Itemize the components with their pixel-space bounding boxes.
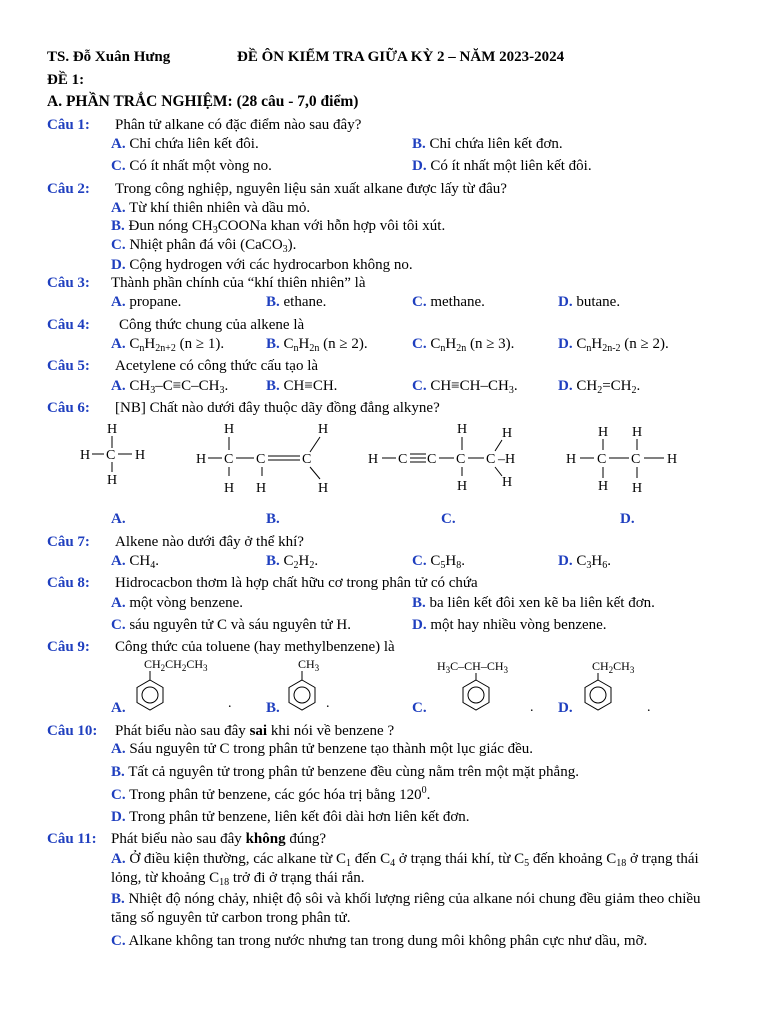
question-text: Alkene nào dưới đây ở thể khí? (115, 534, 304, 550)
document-title: ĐỀ ÔN KIỂM TRA GIỮA KỲ 2 – NĂM 2023-2024 (237, 49, 565, 65)
option-d: D. $C_nH_{2n-2}$ (n ≥ 2). (558, 336, 669, 354)
svg-text:H: H (457, 422, 468, 437)
svg-text:C: C (398, 452, 408, 467)
option-c: C. $CH\equiv CH-CH_3$. (412, 378, 518, 396)
svg-text:C: C (224, 452, 234, 467)
svg-text:C: C (631, 452, 641, 467)
svg-text:H: H (632, 481, 643, 496)
option-d: D. $C_3H_6$. (558, 553, 611, 571)
svg-text:H: H (566, 452, 577, 467)
svg-text:.: . (647, 700, 651, 715)
svg-text:.: . (228, 696, 232, 711)
section-title: A. PHẦN TRẮC NGHIỆM: (28 câu - 7,0 điểm) (47, 93, 359, 110)
question-label: Câu 6: (47, 400, 90, 416)
option-c: C. $C_5H_8$. (412, 553, 465, 571)
option-b: B. Chỉ chứa liên kết đơn. (412, 136, 563, 152)
question-label: Câu 5: (47, 358, 90, 374)
question-label: Câu 4: (47, 317, 90, 333)
option-d: D. $CH_2=CH_2$. (558, 378, 641, 396)
option-d: D. butane. (558, 294, 621, 310)
svg-text:CH2CH3: $CH_2CH_3$ (592, 659, 635, 675)
svg-text:H3C–CH–CH3: $H_3C-CH-CH_3$ (437, 659, 509, 675)
structure-a-methane (80, 422, 145, 488)
question-label: Câu 1: (47, 117, 90, 133)
option-a: A. (111, 511, 126, 527)
question-label: Câu 10: (47, 723, 98, 739)
structure-d-ethane (566, 425, 677, 496)
exam-label: ĐỀ 1: (47, 72, 85, 88)
structure-c-cumene (437, 659, 534, 715)
option-b: B. ethane. (266, 294, 327, 310)
svg-text:H: H (502, 426, 513, 441)
svg-text:H: H (224, 422, 235, 437)
option-b: B. (266, 700, 280, 716)
option-a: A. Chỉ chứa liên kết đôi. (111, 136, 259, 152)
svg-text:H: H (80, 448, 91, 463)
svg-text:C: C (256, 452, 266, 467)
svg-text:H: H (318, 422, 329, 437)
svg-text:C: C (486, 452, 496, 467)
svg-text:C: C (597, 452, 607, 467)
svg-text:H: H (224, 481, 235, 496)
svg-text:CH3: $CH_3$ (298, 657, 320, 673)
option-a: A. $CH_4$. (111, 553, 159, 571)
option-b: B. $C_nH_{2n}$ (n ≥ 2). (266, 336, 368, 354)
svg-text:.: . (326, 696, 330, 711)
structure-d-ethylbenzene (585, 659, 651, 715)
option-a: A. $C_nH_{2n+2}$ (n ≥ 1). (111, 336, 225, 354)
structure-b-propene (196, 422, 328, 496)
svg-text:H: H (368, 452, 379, 467)
svg-text:.: . (530, 700, 534, 715)
option-c: C. $C_nH_{2n}$ (n ≥ 3). (412, 336, 515, 354)
svg-text:H: H (107, 473, 118, 488)
option-b: B. ba liên kết đôi xen kẽ ba liên kết đơn. (412, 595, 655, 611)
option-b: B. (266, 511, 280, 527)
option-b: B. $C_2H_2$. (266, 553, 319, 571)
option-c: C. methane. (412, 294, 485, 310)
option-c: C. (412, 700, 427, 716)
author: TS. Đỗ Xuân Hưng (47, 49, 171, 65)
option-c: C. sáu nguyên tử C và sáu nguyên tử H. (111, 617, 351, 633)
question-text: Acetylene có công thức cấu tạo là (115, 358, 319, 374)
svg-text:H: H (667, 452, 678, 467)
question-label: Câu 9: (47, 639, 90, 655)
question-text: Phát biểu nào sau đây sai khi nói về benzene ? (115, 723, 395, 739)
option-c: C. (441, 511, 456, 527)
option-d: D. (620, 511, 635, 527)
svg-text:C: C (427, 452, 437, 467)
svg-text:C: C (106, 448, 116, 463)
svg-text:H: H (502, 475, 513, 490)
option-a: A. Từ khí thiên nhiên và dầu mỏ. (111, 200, 311, 216)
svg-text:H: H (318, 481, 329, 496)
svg-text:H: H (135, 448, 146, 463)
svg-text:H: H (196, 452, 207, 467)
question-text: [NB] Chất nào dưới đây thuộc dãy đồng đẳng alkyne? (115, 400, 440, 416)
svg-text:C: C (302, 452, 312, 467)
svg-text:H: H (457, 479, 468, 494)
question-text: Phát biểu nào sau đây không đúng? (111, 831, 327, 847)
svg-text:C: C (456, 452, 466, 467)
option-a: A. propane. (111, 294, 182, 310)
structure-c-alkyne (368, 422, 515, 494)
option-c: C. Alkane không tan trong nước nhưng tan trong dung môi không phân cực như dầu, mỡ. (111, 933, 648, 949)
question-text: Phân tử alkane có đặc điểm nào sau đây? (115, 117, 362, 133)
option-a: A. Ở điều kiện thường, các alkane từ $C_1$ đến $C_4$ ở trạng thái khí, từ $C_5$ đến khoảng $C_{18}$ ở trạng thái lỏng, từ khoảng $C_{18}$ trở đi ở trạng thái rắn. (111, 851, 699, 888)
option-d: D. Cộng hydrogen với các hydrocarbon không no. (111, 257, 413, 273)
option-d: D. (558, 700, 573, 716)
option-a: A. $CH_3-C\equiv C-CH_3$. (111, 378, 229, 396)
option-a: A. Sáu nguyên tử C trong phân tử benzene tạo thành một lục giác đều. (111, 741, 534, 757)
question-text: Công thức của toluene (hay methylbenzene) là (115, 639, 395, 655)
option-c: C. Trong phân tử benzene, các góc hóa trị bằng $120^0$. (111, 785, 431, 803)
option-c: C. Nhiệt phân đá vôi (CaCO$_3$). (111, 237, 297, 255)
option-c: C. Có ít nhất một vòng no. (111, 158, 272, 174)
question-text: Thành phần chính của “khí thiên nhiên” là (111, 275, 366, 291)
svg-text:H: H (632, 425, 643, 440)
question-label: Câu 2: (47, 181, 90, 197)
question-text: Công thức chung của alkene là (119, 317, 305, 333)
question-label: Câu 11: (47, 831, 97, 847)
structure-a-propylbenzene (137, 657, 232, 711)
option-b: B. Tất cả nguyên tử trong phân tử benzene đều cùng nằm trên một mặt phẳng. (111, 764, 579, 780)
question-text: Hidrocacbon thơm là hợp chất hữu cơ trong phân tử có chứa (115, 575, 478, 591)
svg-text:H: H (598, 479, 609, 494)
option-b: B. Đun nóng $CH_3COONa$ khan với hỗn hợp vôi tôi xút. (111, 218, 446, 236)
option-a: A. một vòng benzene. (111, 595, 244, 611)
question-label: Câu 8: (47, 575, 90, 591)
structural-formulas (0, 418, 768, 518)
svg-text:H: H (598, 425, 609, 440)
option-d: D. một hay nhiều vòng benzene. (412, 617, 607, 633)
option-a: A. (111, 700, 126, 716)
question-label: Câu 7: (47, 534, 90, 550)
question-text: Trong công nghiệp, nguyên liệu sản xuất alkane được lấy từ đâu? (115, 181, 507, 197)
option-b: B. CH≡CH. (266, 378, 338, 394)
svg-text:H: H (256, 481, 267, 496)
svg-text:–H: –H (498, 452, 516, 467)
option-b: B. Nhiệt độ nóng chảy, nhiệt độ sôi và khối lượng riêng của alkane nói chung đều giảm theo chiều tăng số nguyên tử carbon trong phân tử. (111, 891, 701, 926)
svg-text:CH2CH2CH3: $CH_2CH_2CH_3$ (144, 657, 208, 673)
structure-b-toluene (289, 657, 330, 711)
question-label: Câu 3: (47, 275, 90, 291)
option-d: D. Có ít nhất một liên kết đôi. (412, 158, 592, 174)
option-d: D. Trong phân tử benzene, liên kết đôi dài hơn liên kết đơn. (111, 809, 470, 825)
svg-text:H: H (107, 422, 118, 437)
